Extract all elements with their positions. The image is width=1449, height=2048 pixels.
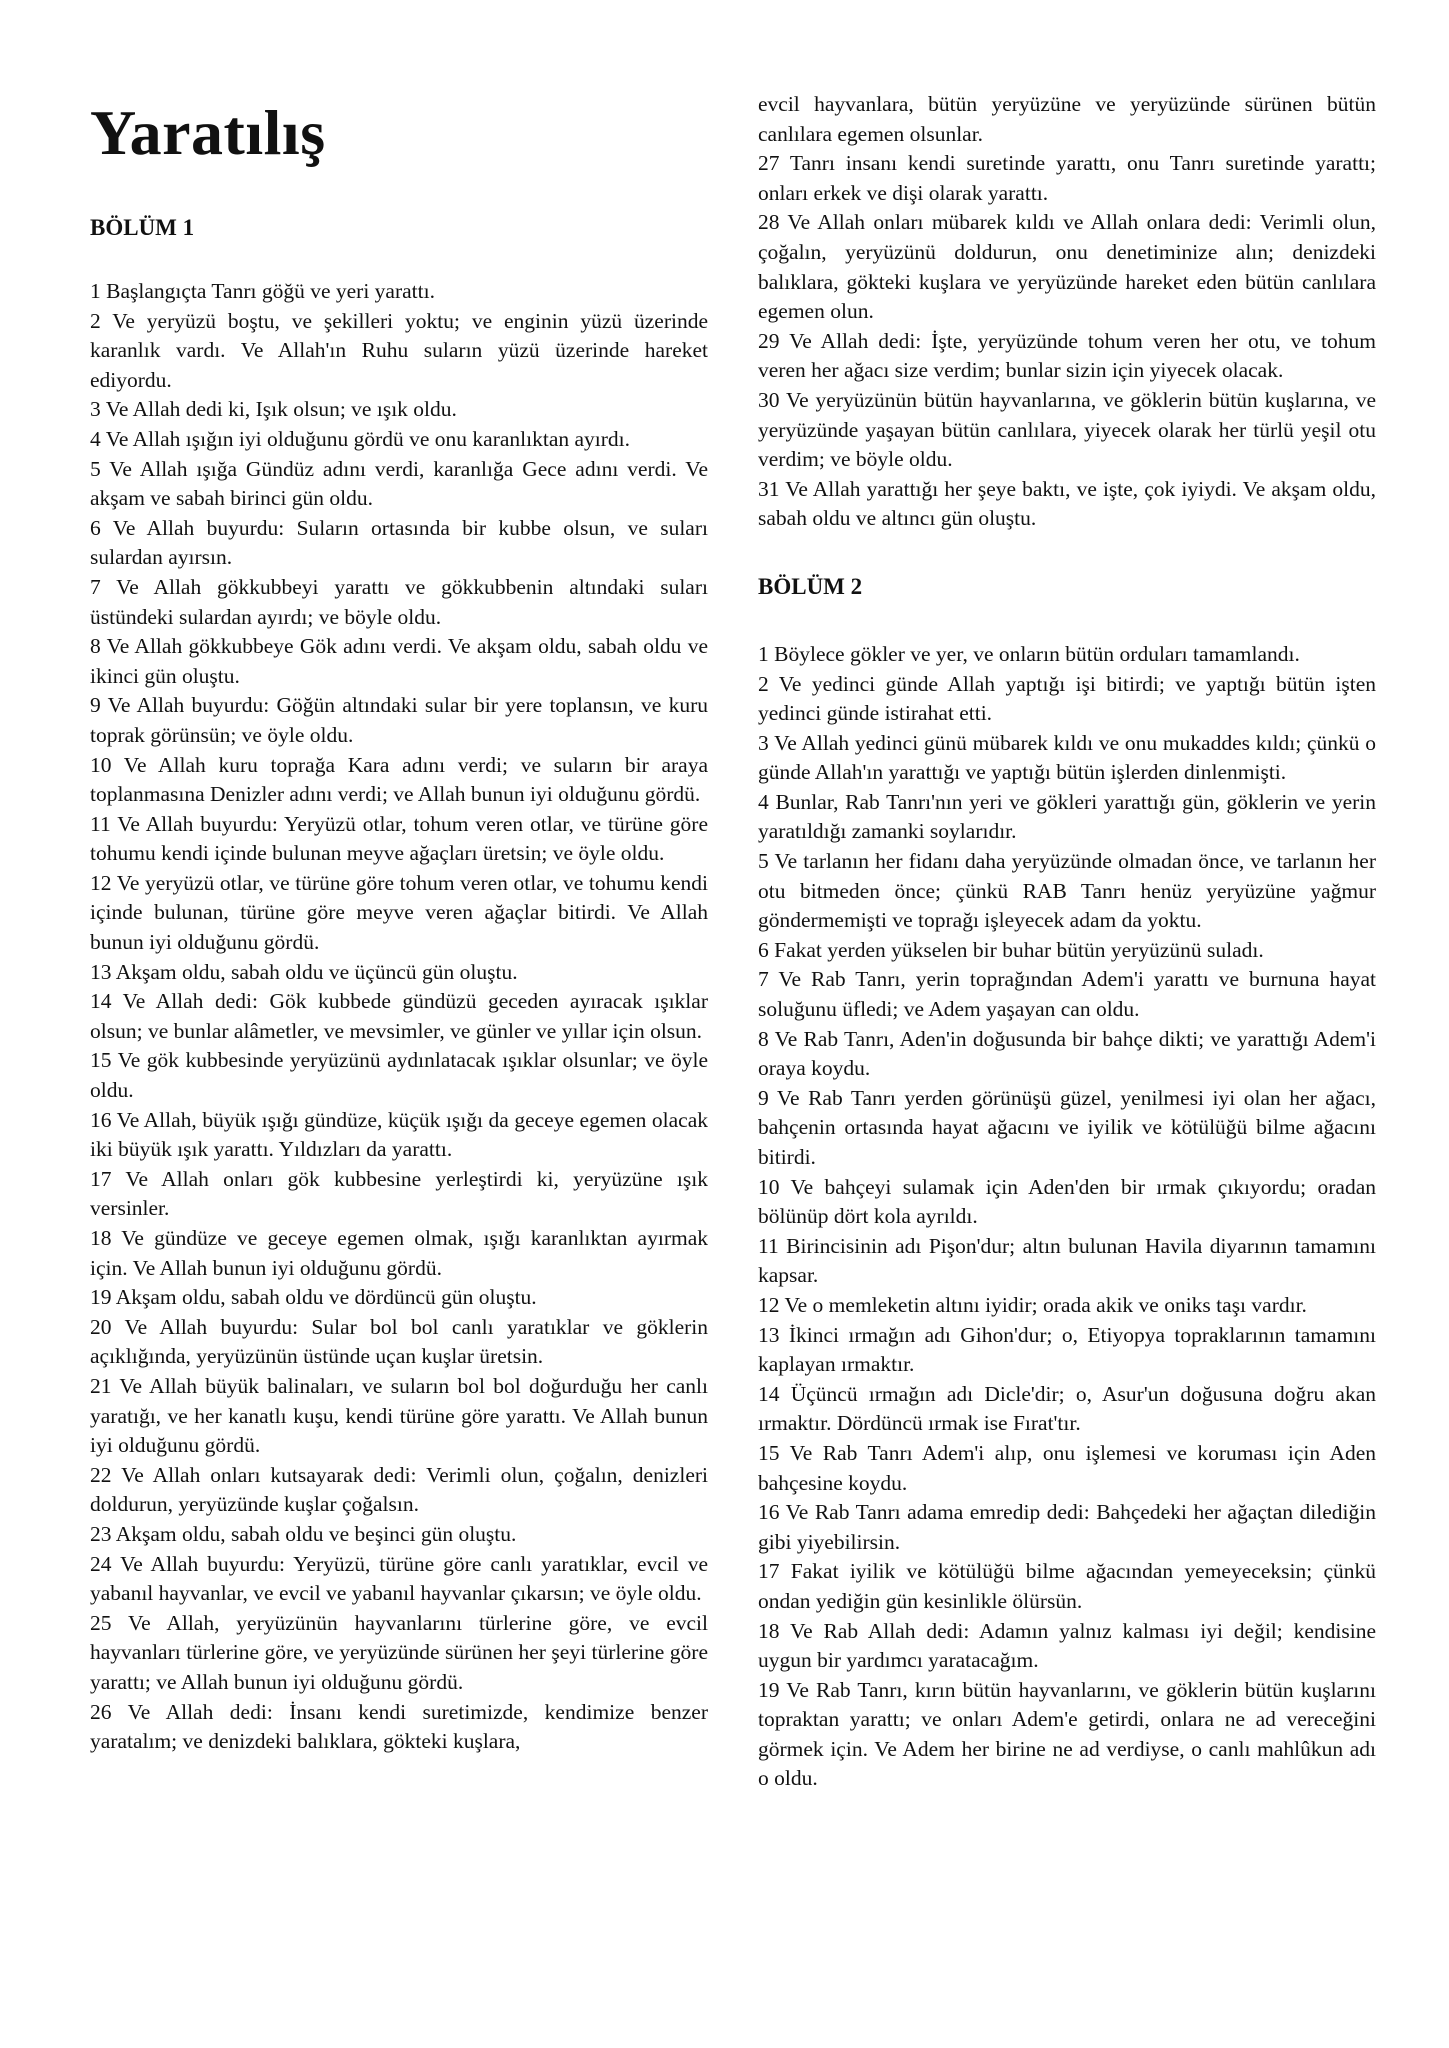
verse: 27 Tanrı insanı kendi suretinde yarattı, onu Tanrı suretinde yarattı; onları erkek ve dişi olarak yarattı. [758,151,1376,205]
verse: 16 Ve Allah, büyük ışığı gündüze, küçük ışığı da geceye egemen olacak iki büyük ışık yarattı. Yıldızları da yarattı. [90,1107,708,1162]
verse: 9 Ve Rab Tanrı yerden görünüşü güzel, yenilmesi iyi olan her ağacı, bahçenin ortasında hayat ağacını ve iyilik ve kötülüğü bilme ağacını bitirdi. [758,1085,1376,1169]
verse: 19 Akşam oldu, sabah oldu ve dördüncü gün oluştu. [90,1285,537,1310]
verse: 21 Ve Allah büyük balinaları, ve suların bol bol doğurduğu her canlı yaratığı, ve her kanatlı kuşu, kendi türüne göre yarattı. Ve Allah bunun iyi olduğunu gördü. [90,1373,708,1458]
chapter-1-heading: BÖLÜM 1 [90,215,195,240]
verse: 2 Ve yedinci günde Allah yaptığı işi bitirdi; ve yaptığı bütün işten yedinci günde istirahat etti. [758,671,1376,726]
verse: 18 Ve gündüze ve geceye egemen olmak, ışığı karanlıktan ayırmak için. Ve Allah bunun iyi olduğunu gördü. [90,1226,708,1280]
chapter-1-verses [90,277,708,1757]
verse: 18 Ve Rab Allah dedi: Adamın yalnız kalması iyi değil; kendisine uygun bir yardımcı yaratacağım. [758,1618,1376,1673]
verse: 20 Ve Allah buyurdu: Sular bol bol canlı yaratıklar ve göklerin açıklığında, yeryüzünün üstünde uçan kuşlar üretsin. [90,1314,708,1369]
book-title: Yaratılış [90,97,326,168]
verse: 24 Ve Allah buyurdu: Yeryüzü, türüne göre canlı yaratıklar, evcil ve yabanıl hayvanlar, ve evcil ve yabanıl hayvanlar çıkarsın; ve öyle oldu. [90,1551,708,1606]
verse: 2 Ve yeryüzü boştu, ve şekilleri yoktu; ve enginin yüzü üzerinde karanlık vardı. Ve Allah'ın Ruhu suların yüzü üzerinde hareket ediyordu. [90,308,708,392]
verse: 13 Akşam oldu, sabah oldu ve üçüncü gün oluştu. [90,959,518,984]
verse: 8 Ve Rab Tanrı, Aden'in doğusunda bir bahçe dikti; ve yarattığı Adem'i oraya koydu. [758,1026,1376,1081]
verse: 7 Ve Allah gökkubbeyi yarattı ve gökkubbenin altındaki suları üstündeki sulardan ayırdı; ve böyle oldu. [90,574,708,629]
verse: 23 Akşam oldu, sabah oldu ve beşinci gün oluştu. [90,1521,517,1546]
verse: 11 Birincisinin adı Pişon'dur; altın bulunan Havila diyarının tamamını kapsar. [758,1233,1376,1288]
verse: 28 Ve Allah onları mübarek kıldı ve Allah onlara dedi: Verimli olun, çoğalın, yeryüzünü doldurun, onu denetiminize alın; denizdeki balıklara, gökteki kuşlara ve yeryüzünde hareket eden bütün canlılara egemen olun. [758,210,1376,324]
verse: 1 Böylece gökler ve yer, ve onların bütün orduları tamamlandı. [758,641,1300,666]
verse: 30 Ve yeryüzünün bütün hayvanlarına, ve göklerin bütün kuşlarına, ve yeryüzünde yaşayan bütün canlılara, yiyecek olarak her türlü yeşil otu verdim; ve böyle oldu. [758,387,1376,472]
verse: 12 Ve o memleketin altını iyidir; orada akik ve oniks taşı vardır. [758,1292,1307,1317]
verse: 6 Fakat yerden yükselen bir buhar bütün yeryüzünü suladı. [758,937,1264,962]
verse: 19 Ve Rab Tanrı, kırın bütün hayvanlarını, ve göklerin bütün kuşlarını topraktan yarattı; ve onları Adem'e getirdi, onlara ne ad vereceğini görmek için. Ve Adem her birine ne ad verdiyse, o canlı mahlûkun adı o oldu. [758,1677,1376,1791]
verse: 10 Ve bahçeyi sulamak için Aden'den bir ırmak çıkıyordu; oradan bölünüp dört kola ayrıldı. [758,1174,1376,1229]
verse: 9 Ve Allah buyurdu: Göğün altındaki sular bir yere toplansın, ve kuru toprak görünsün; ve öyle oldu. [90,693,708,747]
verse: 15 Ve gök kubbesinde yeryüzünü aydınlatacak ışıklar olsunlar; ve öyle oldu. [90,1048,708,1103]
verse: 1 Başlangıçta Tanrı göğü ve yeri yarattı. [90,279,435,303]
left-column [90,0,708,1757]
verse: 29 Ve Allah dedi: İşte, yeryüzünde tohum veren her otu, ve tohum veren her ağacı size verdim; bunlar sizin için yiyecek olacak. [758,328,1376,383]
verse: 14 Ve Allah dedi: Gök kubbede gündüzü geceden ayıracak ışıklar olsun; ve bunlar alâmetler, ve mevsimler, ve günler ve yıllar için olsun. [90,989,708,1043]
verse: 7 Ve Rab Tanrı, yerin toprağından Adem'i yarattı ve burnuna hayat soluğunu üfledi; ve Adem yaşayan can oldu. [758,967,1376,1022]
verse: 10 Ve Allah kuru toprağa Kara adını verdi; ve suların bir araya toplanmasına Denizler adını verdi; ve Allah bunun iyi olduğunu gördü. [90,752,708,807]
verse: 16 Ve Rab Tanrı adama emredip dedi: Bahçedeki her ağaçtan dilediğin gibi yiyebilirsin. [758,1500,1376,1554]
verse: 13 İkinci ırmağın adı Gihon'dur; o, Etiyopya topraklarının tamamını kaplayan ırmaktır. [758,1322,1376,1377]
right-column [758,0,1376,1794]
verse: 11 Ve Allah buyurdu: Yeryüzü otlar, tohum veren otlar, ve türüne göre tohumu kendi içinde bulunan meyve ağaçları üretsin; ve öyle oldu. [90,811,708,866]
chapter-1-verses-continued [758,90,1376,534]
verse: evcil hayvanlara, bütün yeryüzüne ve yeryüzünde sürünen bütün canlılara egemen olsunlar. [758,92,1376,146]
verse: 3 Ve Allah dedi ki, Işık olsun; ve ışık oldu. [90,397,457,422]
verse: 4 Bunlar, Rab Tanrı'nın yeri ve gökleri yarattığı gün, göklerin ve yerin yaratıldığı zamanki soylarıdır. [758,789,1376,844]
verse: 14 Üçüncü ırmağın adı Dicle'dir; o, Asur'un doğusuna doğru akan ırmaktır. Dördüncü ırmak ise Fırat'tır. [758,1381,1376,1436]
verse: 22 Ve Allah onları kutsayarak dedi: Verimli olun, çoğalın, denizleri doldurun, yeryüzünde kuşlar çoğalsın. [90,1462,708,1517]
verse: 12 Ve yeryüzü otlar, ve türüne göre tohum veren otlar, ve tohumu kendi içinde bulunan, türüne göre meyve veren ağaçlar bitirdi. Ve Allah bunun iyi olduğunu gördü. [90,870,708,955]
verse: 15 Ve Rab Tanrı Adem'i alıp, onu işlemesi ve koruması için Aden bahçesine koydu. [758,1440,1376,1495]
verse: 26 Ve Allah dedi: İnsanı kendi suretimizde, kendimize benzer yaratalım; ve denizdeki balıklara, gökteki kuşlara, [90,1699,708,1754]
verse: 5 Ve Allah ışığa Gündüz adını verdi, karanlığa Gece adını verdi. Ve akşam ve sabah birinci gün oldu. [90,456,708,511]
chapter-2-verses [758,640,1376,1794]
verse: 25 Ve Allah, yeryüzünün hayvanlarını türlerine göre, ve evcil hayvanları türlerine göre, ve yeryüzünde sürünen her şeyi türlerine göre yarattı; ve Allah bunun iyi olduğunu gördü. [90,1610,708,1694]
verse: 8 Ve Allah gökkubbeye Gök adını verdi. Ve akşam oldu, sabah oldu ve ikinci gün oluştu. [90,634,708,688]
chapter-2-heading: BÖLÜM 2 [758,573,863,599]
verse: 17 Ve Allah onları gök kubbesine yerleştirdi ki, yeryüzüne ışık versinler. [90,1166,708,1221]
verse: 4 Ve Allah ışığın iyi olduğunu gördü ve onu karanlıktan ayırdı. [90,426,631,451]
verse: 17 Fakat iyilik ve kötülüğü bilme ağacından yemeyeceksin; çünkü ondan yediğin gün kesinlikle ölürsün. [758,1559,1376,1613]
verse: 31 Ve Allah yarattığı her şeye baktı, ve işte, çok iyiydi. Ve akşam oldu, sabah oldu ve altıncı gün oluştu. [758,476,1376,531]
verse: 5 Ve tarlanın her fidanı daha yeryüzünde olmadan önce, ve tarlanın her otu bitmeden önce; çünkü RAB Tanrı henüz yeryüzüne yağmur göndermemişti ve toprağı işleyecek adam da yoktu. [758,849,1376,933]
verse: 3 Ve Allah yedinci günü mübarek kıldı ve onu mukaddes kıldı; çünkü o günde Allah'ın yarattığı ve yaptığı bütün işlerden dinlenmişti. [758,730,1376,785]
verse: 6 Ve Allah buyurdu: Suların ortasında bir kubbe olsun, ve suları sulardan ayırsın. [90,515,708,570]
